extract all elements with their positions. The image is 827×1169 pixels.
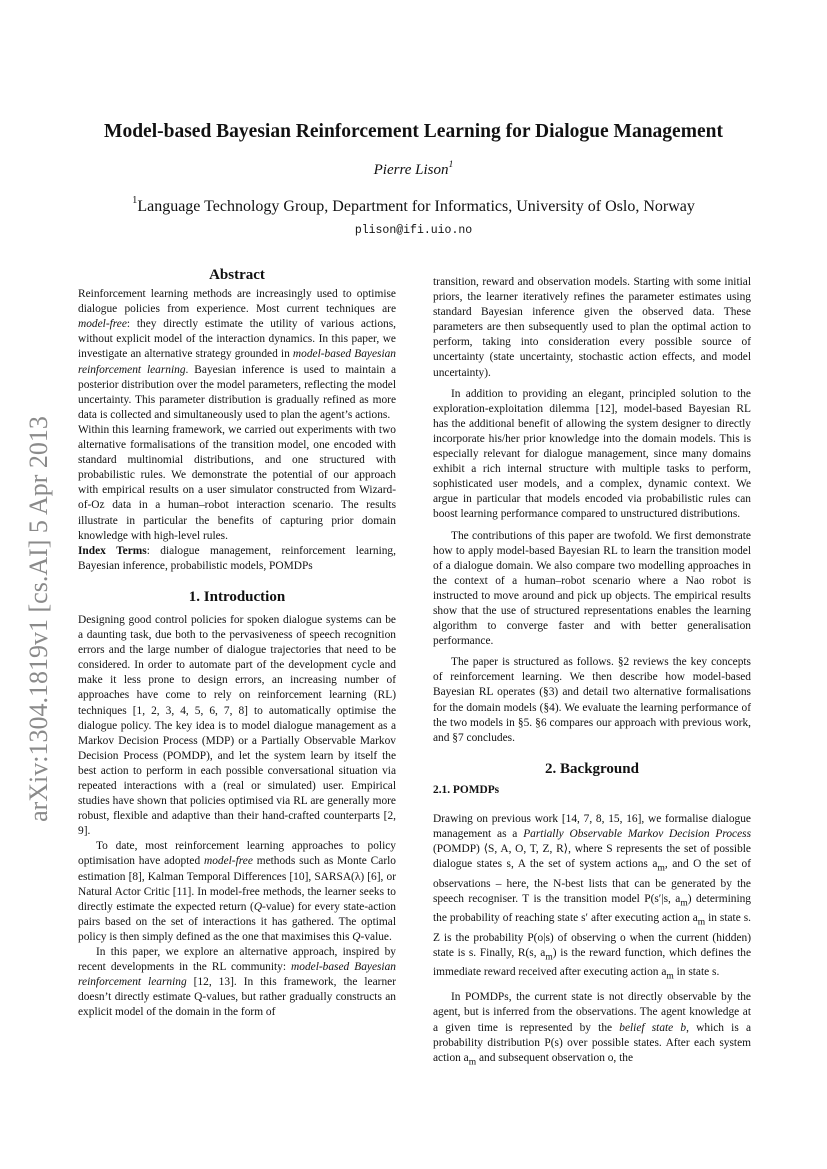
intro-paragraph-5: In addition to providing an elegant, principled solution to the exploration-exploitation dilemma [12], model-based Bayesian RL has the additional benefit of allowing the system designer to directly incorporate his/her prior knowledge into the domain models. This is especially relevant for dialogue management, since many domains exhibit a rich internal structure with multiple tasks to perform, sophisticated user models, and a complex, dynamic context. We argue in particular that models encoded via probabilistic rules can boost learning performance compared to unstructured distributions. bbox=[433, 387, 751, 521]
background-heading: 2. Background bbox=[545, 760, 639, 777]
author-superscript: 1 bbox=[448, 159, 454, 170]
background-paragraph-1: Drawing on previous work [14, 7, 8, 15, 16], we formalise dialogue management as a Partially Observable Markov Decision Process (POMDP) ⟨S, A, O, T, Z, R⟩, where S represents the set of possible dialogue states s, A the set of system actions $a_m$, and O the set of observations – here, the N-best lists that can be generated by the speech recogniser. T is the transition model P(s′|s, $a_m$) determining the probability of reaching state s′ after executing action $a_m$ in state s. Z is the probability P(o|s) of observing o when the current (hidden) state is s. Finally, R(s, $a_m$) is the reward function, which defines the immediate reward received after executing action $a_m$ in state s. bbox=[433, 813, 752, 982]
paper-title: Model-based Bayesian Reinforcement Learning for Dialogue Management bbox=[104, 121, 723, 142]
intro-paragraph-2: To date, most reinforcement learning approaches to policy optimisation have adopted model-free methods such as Monte Carlo estimation [8], Kalman Temporal Differences [10], SARSA(λ) [6], or Natural Actor Critic [11]. In model-free methods, the learner seeks to directly estimate the expected return (Q-value) for every state-action pairs based on the set of interactions it has gathered. The optimal policy is then simply defined as the one that maximises this Q-value. bbox=[78, 840, 396, 943]
intro-paragraph-7: The paper is structured as follows. §2 reviews the key concepts of reinforcement learning. We then describe how model-based Bayesian RL operates (§3) and detail two alternative formalisations for the domain models (§4). We evaluate the learning performance of the two models in §5. §6 compares our approach with previous work, and §7 concludes. bbox=[433, 656, 751, 744]
affiliation-line bbox=[0, 195, 827, 216]
abstract-heading: Abstract bbox=[209, 267, 265, 283]
arxiv-stamp: arXiv:1304.1819v1 [cs.AI] 5 Apr 2013 bbox=[24, 416, 53, 822]
index-terms: Index Terms: dialogue management, reinforcement learning, Bayesian inference, probabilistic models, POMDPs bbox=[78, 544, 396, 572]
intro-paragraph-6: The contributions of this paper are twofold. We first demonstrate how to apply model-based Bayesian RL to learn the transition model of a dialogue domain. We also compare two modelling approaches in the context of a human–robot scenario where a Nao robot is instructed to move around and pick up objects. The empirical results show that the use of structured representations enables the learning algorithm to converge faster and with better generalisation performance. bbox=[433, 529, 751, 648]
affiliation-text: Language Technology Group, Department for Informatics, University of Oslo, Norway bbox=[137, 198, 695, 215]
abstract-paragraph-1: Reinforcement learning methods are increasingly used to optimise dialogue policies from experience. Most current techniques are model-free: they directly estimate the utility of various actions, without explicit model of the interaction dynamics. In this paper, we investigate an alternative strategy grounded in model-based Bayesian reinforcement learning. Bayesian inference is used to maintain a posterior distribution over the model parameters, reflecting the model uncertainty. This parameter distribution is gradually refined as more data is collected and simultaneously used to plan the agent’s actions. bbox=[78, 288, 396, 421]
index-terms-label: Index Terms bbox=[78, 544, 147, 557]
introduction-heading: 1. Introduction bbox=[188, 588, 286, 605]
author-line bbox=[0, 159, 827, 179]
left-column bbox=[78, 268, 396, 1021]
abstract-paragraph-2: Within this learning framework, we carried out experiments with two alternative formalisations of the transition model, one encoded with standard multinomial distributions, and one structured with probabilistic rules. We demonstrate the potential of our approach with empirical results on a user simulator constructed from Wizard-of-Oz data in a human–robot interaction scenario. The results illustrate in particular the benefits of capturing prior domain knowledge with high-level rules. bbox=[78, 423, 396, 542]
author-name: Pierre Lison bbox=[373, 162, 449, 178]
intro-paragraph-3: In this paper, we explore an alternative approach, inspired by recent developments in the RL community: model-based Bayesian reinforcement learning [12, 13]. In this framework, the learner doesn’t directly estimate Q-values, but rather gradually constructs an explicit model of the domain in the form of bbox=[78, 946, 396, 1019]
intro-paragraph-4: transition, reward and observation models. Starting with some initial priors, the learner iteratively refines the parameter estimates using standard Bayesian inference given the observed data. These parameters are then subsequently used to plan the optimal action to perform, taking into consideration every possible source of uncertainty (state uncertainty, stochastic action effects, and model uncertainty). bbox=[433, 276, 751, 379]
affiliation-superscript: 1 bbox=[132, 195, 138, 206]
pomdps-subheading: 2.1. POMDPs bbox=[433, 783, 500, 796]
intro-paragraph-1: Designing good control policies for spoken dialogue systems can be a daunting task, due both to the pervasiveness of speech recognition errors and the large number of dialogue trajectories that need to be considered. In order to automate part of the development cycle and make it less prone to design errors, an increasing number of approaches have come to rely on reinforcement learning (RL) techniques [1, 2, 3, 4, 5, 6, 7, 8] to automatically optimise the dialogue policy. The key idea is to model dialogue management as a Markov Decision Process (MDP) or a Partially Observable Markov Decision Process (POMDP), and let the system learn by itself the best action to perform in each possible conversational situation via repeated interactions with a (real or simulated) user. Empirical studies have shown that policies optimised via RL are generally more robust, flexible and adaptive than their hand-crafted counterparts [2, 9]. bbox=[78, 613, 396, 838]
right-column bbox=[433, 275, 751, 1070]
author-email: plison@ifi.uio.no bbox=[354, 224, 473, 237]
background-paragraph-2: In POMDPs, the current state is not directly observable by the agent, but is inferred from the observations. The agent knowledge at a given time is represented by the belief state b, which is a probability distribution P(s) over possible states. After each system action $a_m$ and subsequent observation o, the bbox=[433, 991, 751, 1067]
